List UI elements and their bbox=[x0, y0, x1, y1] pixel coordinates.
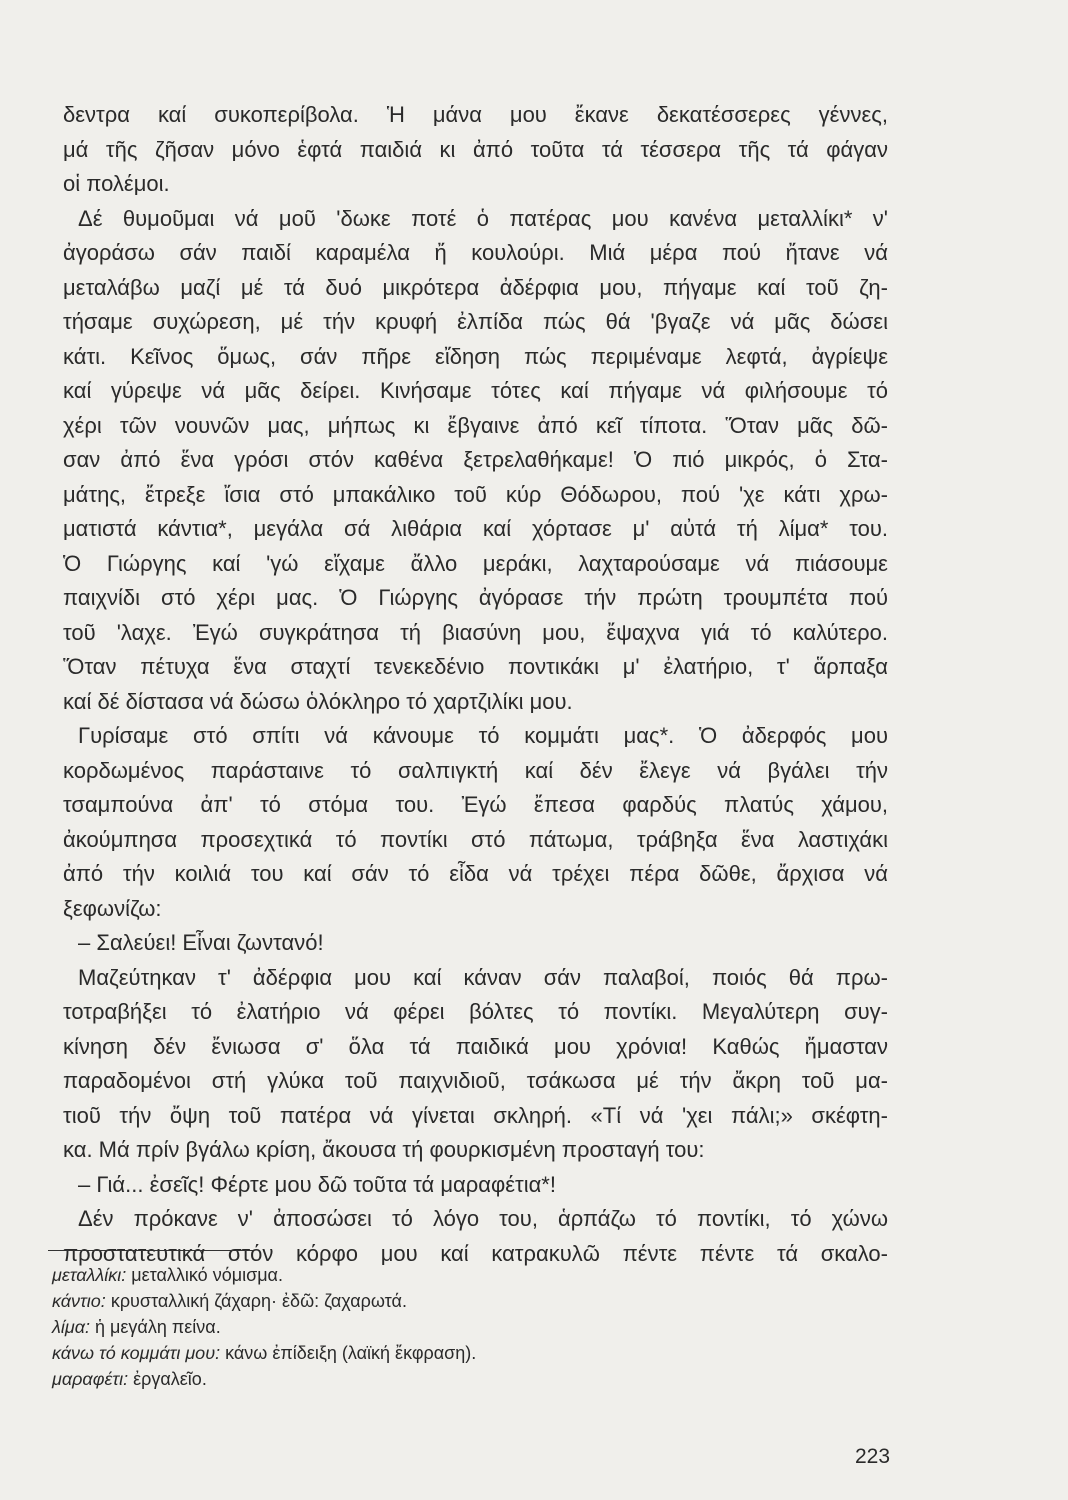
footnote-definition: μεταλλικό νόμισμα. bbox=[131, 1265, 283, 1285]
text-line: οἱ πολέμοι. bbox=[63, 171, 170, 196]
text-line: δεντρα καί συκοπερίβολα. Ἡ μάνα μου ἔκανε δεκατέσσερες γέννες, bbox=[63, 102, 888, 127]
text-line: καί δέ δίστασα νά δώσω ὁλόκληρο τό χαρτζιλίκι μου. bbox=[63, 688, 573, 714]
text-line: καί γύρεψε νά μᾶς δείρει. Κινήσαμε τότες καί πήγαμε νά φιλήσουμε τό bbox=[63, 378, 888, 403]
footnote-term: λίμα: bbox=[52, 1317, 90, 1337]
text-line: μεταλάβω μαζί μέ τά δυό μικρότερα ἀδέρφια μου, πήγαμε καί τοῦ ζη- bbox=[63, 274, 888, 300]
text-line: παραδομένοι στή γλύκα τοῦ παιχνιδιοῦ, τσάκωσα μέ τήν ἄκρη τοῦ μα- bbox=[63, 1068, 888, 1093]
text-line: τήσαμε συχώρεση, μέ τήν κρυφή ἐλπίδα πώς θά 'βγαζε νά μᾶς δώσει bbox=[63, 309, 888, 334]
text-line: τοτραβήξει τό ἐλατήριο νά φέρει βόλτες τό ποντίκι. Μεγαλύτερη συγ- bbox=[63, 999, 888, 1024]
text-line: Ὁ Γιώργης καί 'γώ εἴχαμε ἄλλο μεράκι, λαχταρούσαμε νά πιάσουμε bbox=[63, 550, 888, 576]
footnote-definition: κρυσταλλική ζάχαρη· ἐδῶ: ζαχαρωτά. bbox=[110, 1291, 407, 1311]
footnote bbox=[52, 1288, 752, 1314]
text-line: κορδωμένος παράσταινε τό σαλπιγκτή καί δέν ἔλεγε νά βγάλει τήν bbox=[63, 757, 888, 783]
footnote bbox=[52, 1340, 752, 1366]
text-line: σαν ἀπό ἕνα γρόσι στόν καθένα ξετρελαθήκαμε! Ὁ πιό μικρός, ὁ Στα- bbox=[63, 447, 888, 472]
text-line: Δέ θυμοῦμαι νά μοῦ 'δωκε ποτέ ὁ πατέρας μου κανένα μεταλλίκι* ν' bbox=[78, 205, 888, 231]
text-line: ξεφωνίζω: bbox=[63, 895, 162, 921]
text-line: χέρι τῶν νουνῶν μας, μήπως κι ἔβγαινε ἀπό κεῖ τίποτα. Ὅταν μᾶς δῶ- bbox=[63, 412, 888, 438]
text-line: – Γιά... ἐσεῖς! Φέρτε μου δῶ τοῦτα τά μαραφέτια*! bbox=[78, 1171, 556, 1197]
footnote-definition: ἡ μεγάλη πείνα. bbox=[95, 1317, 221, 1337]
footnote-divider bbox=[48, 1250, 253, 1251]
page-number: 223 bbox=[855, 1445, 891, 1468]
footnote-definition: κάνω ἐπίδειξη (λαϊκή ἔκφραση). bbox=[225, 1343, 477, 1363]
text-line: τιοῦ τήν ὄψη τοῦ πατέρα νά γίνεται σκληρή. «Τί νά 'χει πάλι;» σκέφτη- bbox=[63, 1102, 888, 1128]
text-line: Γυρίσαμε στό σπίτι νά κάνουμε τό κομμάτι μας*. Ὁ ἀδερφός μου bbox=[78, 723, 888, 748]
text-line: – Σαλεύει! Εἶναι ζωντανό! bbox=[78, 930, 324, 955]
text-line: κάτι. Κεῖνος ὅμως, σάν πῆρε εἴδηση πώς περιμέναμε λεφτά, ἀγρίεψε bbox=[63, 343, 888, 369]
text-line: Μαζεύτηκαν τ' ἀδέρφια μου καί κάναν σάν παλαβοί, ποιός θά πρω- bbox=[78, 964, 888, 990]
text-line: τοῦ 'λαχε. Ἐγώ συγκράτησα τή βιασύνη μου, ἔψαχνα γιά τό καλύτερο. bbox=[63, 619, 888, 645]
text-line: ἀκούμπησα προσεχτικά τό ποντίκι στό πάτωμα, τράβηξα ἕνα λαστιχάκι bbox=[63, 826, 888, 852]
text-line: μάτης, ἔτρεξε ἴσια στό μπακάλικο τοῦ κύρ Θόδωρου, πού 'χε κάτι χρω- bbox=[63, 481, 888, 507]
text-line: παιχνίδι στό χέρι μας. Ὁ Γιώργης ἀγόρασε τήν πρώτη τρουμπέτα πού bbox=[63, 585, 888, 610]
text-line: προστατευτικά στόν κόρφο μου καί κατρακυλῶ πέντε πέντε τά σκαλο- bbox=[63, 1240, 888, 1266]
footnote bbox=[52, 1314, 752, 1340]
footnote-definition: ἐργαλεῖο. bbox=[133, 1369, 207, 1389]
footnote-term: μεταλλίκι: bbox=[52, 1265, 127, 1285]
text-line: ἀπό τήν κοιλιά του καί σάν τό εἶδα νά τρέχει πέρα δῶθε, ἄρχισα νά bbox=[63, 861, 888, 886]
text-line: κίνηση δέν ἔνιωσα σ' ὅλα τά παιδικά μου χρόνια! Καθώς ἤμασταν bbox=[63, 1033, 888, 1059]
footnote-term: κάντιο: bbox=[52, 1291, 106, 1311]
footnotes bbox=[52, 1262, 752, 1392]
text-line: Ὅταν πέτυχα ἕνα σταχτί τενεκεδένιο ποντικάκι μ' ἐλατήριο, τ' ἅρπαξα bbox=[63, 654, 888, 679]
text-line: Δέν πρόκανε ν' ἀποσώσει τό λόγο του, ἁρπάζω τό ποντίκι, τό χώνω bbox=[78, 1206, 888, 1231]
footnote-term: μαραφέτι: bbox=[52, 1369, 129, 1389]
text-line: τσαμπούνα ἀπ' τό στόμα του. Ἐγώ ἔπεσα φαρδύς πλατύς χάμου, bbox=[63, 792, 888, 817]
body-text bbox=[63, 98, 888, 1271]
footnote bbox=[52, 1366, 752, 1392]
text-line: κα. Μά πρίν βγάλω κρίση, ἄκουσα τή φουρκισμένη προσταγή του: bbox=[63, 1137, 705, 1162]
footnote-term: κάνω τό κομμάτι μου: bbox=[52, 1343, 221, 1363]
footnote bbox=[52, 1262, 752, 1288]
text-line: ἀγοράσω σάν παιδί καραμέλα ἤ κουλούρι. Μιά μέρα πού ἤτανε νά bbox=[63, 240, 888, 265]
text-line: μά τῆς ζῆσαν μόνο ἑφτά παιδιά κι ἀπό τοῦτα τά τέσσερα τῆς τά φάγαν bbox=[63, 136, 888, 162]
text-line: ματιστά κάντια*, μεγάλα σά λιθάρια καί χόρτασε μ' αὐτά τή λίμα* του. bbox=[63, 516, 888, 541]
